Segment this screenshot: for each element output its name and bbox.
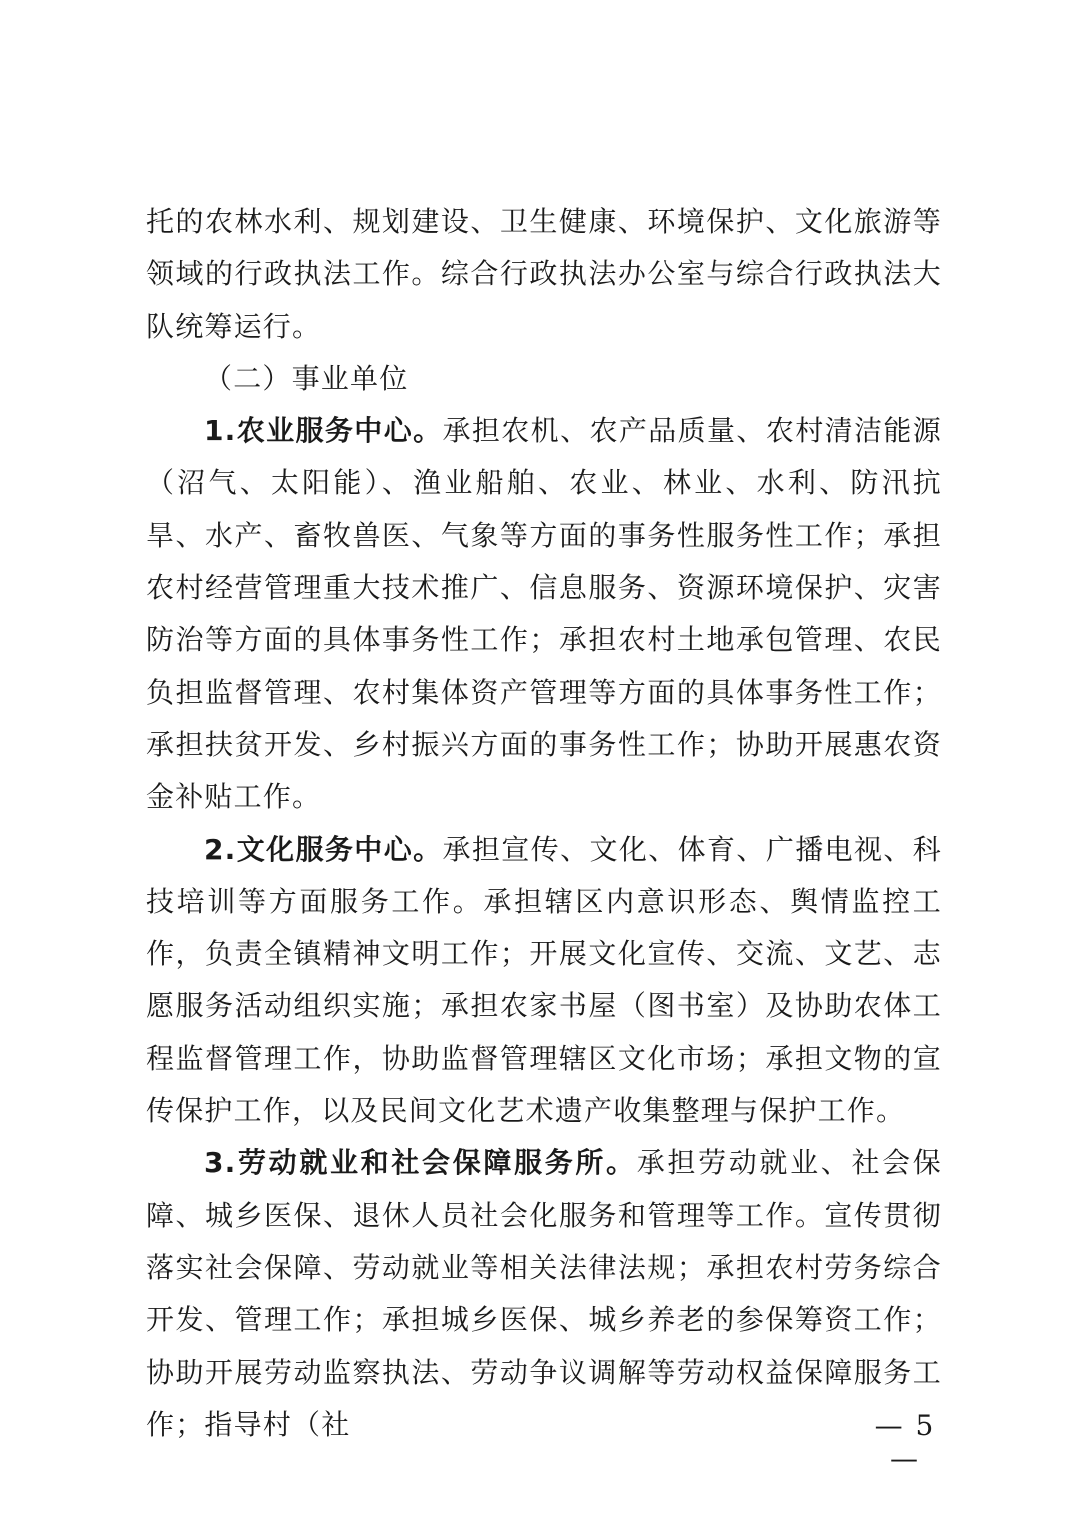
item-paragraph-3	[146, 1137, 942, 1451]
item-text-3: 承担劳动就业、社会保障、城乡医保、退休人员社会化服务和管理等工作。宣传贯彻落实社会保障、劳动就业等相关法律法规；承担农村劳务综合开发、管理工作；承担城乡医保、城乡养老的参保筹资工作；协助开展劳动监察执法、劳动争议调解等劳动权益保障服务工作；指导村（社	[146, 1146, 942, 1441]
section-heading: （二）事业单位	[204, 361, 409, 395]
continuation-paragraph: 托的农林水利、规划建设、卫生健康、环境保护、文化旅游等领域的行政执法工作。综合行政执法办公室与综合行政执法大队统筹运行。	[146, 205, 942, 343]
item-paragraph-2	[146, 824, 942, 1138]
item-text-2: 承担宣传、文化、体育、广播电视、科技培训等方面服务工作。承担辖区内意识形态、舆情监控工作，负责全镇精神文明工作；开展文化宣传、交流、文艺、志愿服务活动组织实施；承担农家书屋（图书室）及协助农体工程监督管理工作，协助监督管理辖区文化市场；承担文物的宣传保护工作，以及民间文化艺术遗产收集整理与保护工作。	[146, 832, 943, 1128]
item-text-1: 承担农机、农产品质量、农村清洁能源（沼气、太阳能）、渔业船舶、农业、林业、水利、防汛抗旱、水产、畜牧兽医、气象等方面的事务性服务性工作；承担农村经营管理重大技术推广、信息服务、资源环境保护、灾害防治等方面的具体事务性工作；承担农村土地承包管理、农民负担监督管理、农村集体资产管理等方面的具体事务性工作；承担扶贫开发、乡村振兴方面的事务性工作；协助开展惠农资金补贴工作。	[146, 414, 943, 814]
item-lead-1: 1.农业服务中心。	[204, 414, 443, 448]
body-text	[146, 196, 942, 1451]
item-lead-2: 2.文化服务中心。	[204, 832, 443, 866]
page-number: — 5 —	[874, 1409, 936, 1475]
item-paragraph-1	[146, 405, 942, 823]
item-lead-3: 3.劳动就业和社会保障服务所。	[204, 1146, 637, 1180]
